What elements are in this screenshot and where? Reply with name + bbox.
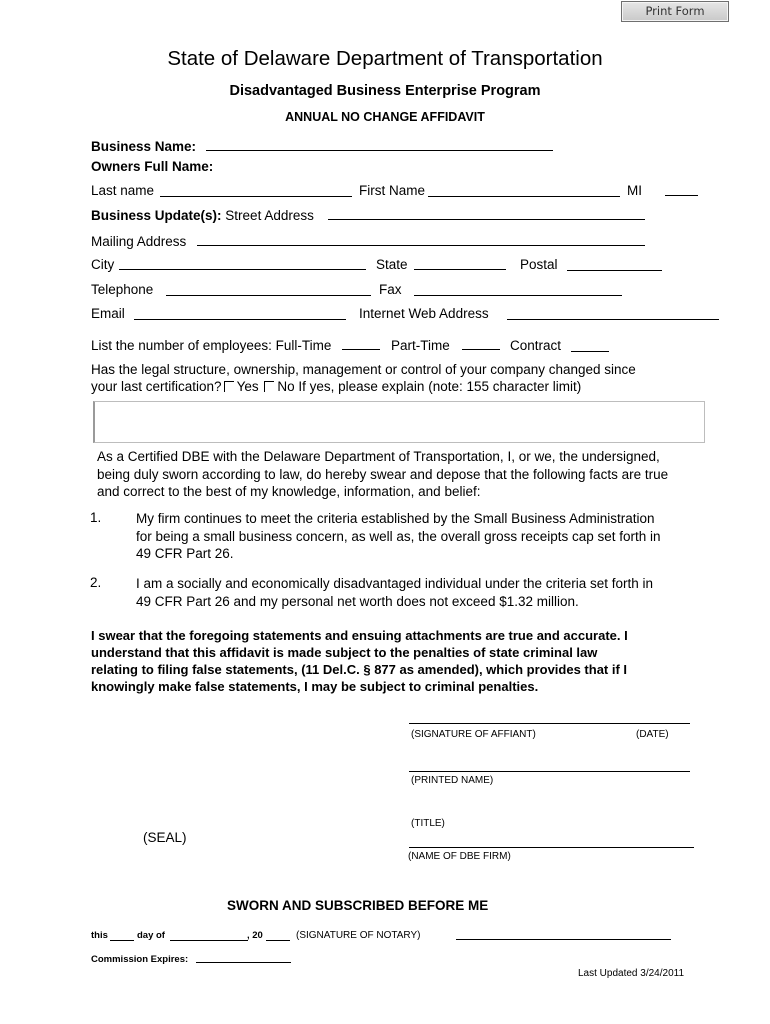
change-question-line2: your last certification?	[91, 379, 222, 394]
intro-line-3: and correct to the best of my knowledge, information, and belief:	[97, 484, 481, 499]
notary-this-label: this	[91, 930, 108, 941]
notary-month-field[interactable]	[170, 940, 248, 941]
contract-label: Contract	[510, 338, 562, 353]
item-1-line-2: for being a small business concern, as well as, the overall gross receipts cap set forth in	[136, 528, 661, 544]
affidavit-intro	[97, 448, 668, 501]
email-field[interactable]	[134, 319, 346, 320]
fax-field[interactable]	[414, 295, 622, 296]
last-name-field[interactable]	[160, 196, 352, 197]
mi-label: MI	[627, 183, 642, 198]
item-2-number: 2.	[90, 575, 102, 590]
explanation-textbox[interactable]	[93, 401, 705, 443]
state-field[interactable]	[414, 269, 506, 270]
last-name-label: Last name	[91, 183, 155, 198]
dbe-firm-label: (NAME OF DBE FIRM)	[408, 851, 511, 862]
program-subtitle: Disadvantaged Business Enterprise Program	[229, 83, 541, 99]
part-time-label: Part-Time	[391, 338, 450, 353]
item-1-line-1: My firm continues to meet the criteria established by the Small Business Administration	[136, 511, 655, 526]
first-name-label: First Name	[359, 183, 426, 198]
notary-day-of-label: day of	[137, 930, 165, 941]
contract-field[interactable]	[571, 351, 609, 352]
yes-label: Yes	[236, 379, 259, 394]
item-2-line-2: 49 CFR Part 26 and my personal net worth does not exceed $1.32 million.	[136, 593, 579, 609]
notary-signature-label: (SIGNATURE OF NOTARY)	[296, 930, 421, 941]
postal-label: Postal	[520, 257, 558, 272]
item-1-line-3: 49 CFR Part 26.	[136, 546, 234, 561]
email-label: Email	[91, 306, 125, 321]
item-1-number: 1.	[90, 510, 102, 525]
notary-year-label: , 20	[247, 930, 263, 941]
street-address-field[interactable]	[328, 219, 645, 220]
last-updated: Last Updated 3/24/2011	[578, 968, 685, 979]
mailing-address-field[interactable]	[197, 245, 645, 246]
item-2-line-1: I am a socially and economically disadvantaged individual under the criteria set forth in	[136, 576, 654, 591]
notary-day-field[interactable]	[110, 940, 134, 941]
swear-line-4: knowingly make false statements, I may be subject to criminal penalties.	[91, 679, 539, 694]
business-name-label: Business Name:	[91, 139, 197, 154]
swear-line-1: I swear that the foregoing statements and ensuing attachments are true and accurate. I	[91, 628, 628, 643]
document-title: ANNUAL NO CHANGE AFFIDAVIT	[285, 110, 485, 124]
employees-full-time-label: List the number of employees: Full-Time	[91, 338, 332, 353]
swear-line-2: understand that this affidavit is made subject to the penalties of state criminal law	[91, 645, 598, 660]
first-name-field[interactable]	[428, 196, 620, 197]
telephone-field[interactable]	[166, 295, 371, 296]
signature-affiant-line[interactable]	[409, 723, 690, 724]
date-label: (DATE)	[636, 729, 669, 740]
city-label: City	[91, 257, 115, 272]
dbe-firm-line[interactable]	[409, 847, 694, 848]
postal-field[interactable]	[567, 270, 662, 271]
business-name-field[interactable]	[206, 150, 553, 151]
mi-field[interactable]	[665, 195, 698, 196]
commission-expires-field[interactable]	[196, 962, 291, 963]
intro-line-1: As a Certified DBE with the Delaware Department of Transportation, I, or we, the undersigned,	[97, 449, 660, 464]
printed-name-label: (PRINTED NAME)	[411, 775, 494, 786]
state-label: State	[376, 257, 408, 272]
web-address-field[interactable]	[507, 319, 719, 320]
no-explain-label: No If yes, please explain (note: 155 character limit)	[277, 379, 582, 394]
page-title: State of Delaware Department of Transportation	[167, 47, 603, 70]
notary-heading: SWORN AND SUBSCRIBED BEFORE ME	[227, 898, 489, 913]
no-checkbox[interactable]	[264, 381, 274, 392]
business-updates-label: Business Update(s):	[91, 208, 222, 223]
swear-statement	[91, 627, 628, 695]
city-field[interactable]	[119, 269, 366, 270]
notary-year-field[interactable]	[266, 940, 290, 941]
seal-label: (SEAL)	[143, 830, 187, 845]
notary-signature-line[interactable]	[456, 939, 671, 940]
fax-label: Fax	[379, 282, 402, 297]
swear-line-3: relating to filing false statements, (11 Del.C. § 877 as amended), which provides that if I	[91, 662, 628, 677]
mailing-address-label: Mailing Address	[91, 234, 187, 249]
owners-full-name-label: Owners Full Name:	[91, 159, 214, 174]
change-question-line1: Has the legal structure, ownership, management or control of your company changed since	[91, 362, 636, 377]
item-1-text	[136, 510, 661, 563]
yes-checkbox[interactable]	[224, 381, 234, 392]
print-form-button[interactable]: Print Form	[621, 1, 729, 22]
printed-name-line[interactable]	[409, 771, 690, 772]
signature-affiant-label: (SIGNATURE OF AFFIANT)	[411, 729, 536, 740]
part-time-field[interactable]	[462, 349, 500, 350]
telephone-label: Telephone	[91, 282, 154, 297]
commission-expires-label: Commission Expires:	[91, 954, 189, 965]
full-time-field[interactable]	[342, 349, 380, 350]
item-2-text	[136, 575, 653, 610]
intro-line-2: being duly sworn according to law, do hereby swear and depose that the following facts are true	[97, 466, 669, 482]
street-address-label: Street Address	[225, 208, 314, 223]
title-label: (TITLE)	[411, 818, 445, 829]
web-address-label: Internet Web Address	[359, 306, 489, 321]
